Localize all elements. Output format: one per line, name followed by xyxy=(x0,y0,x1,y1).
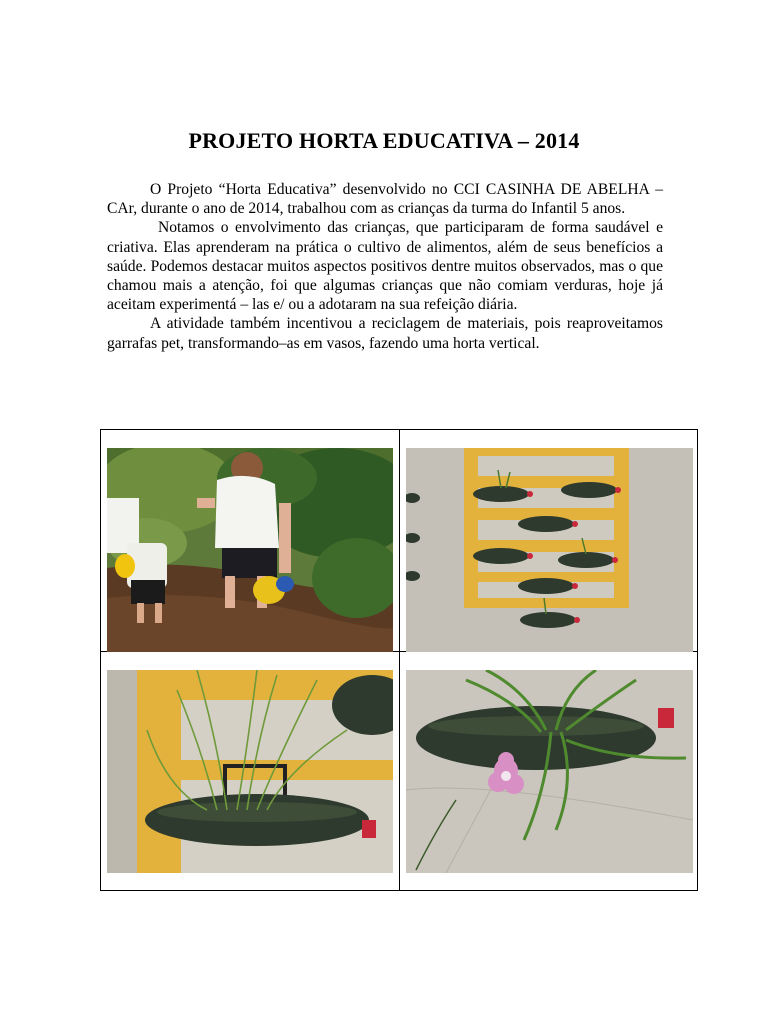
photo-table xyxy=(100,429,698,891)
paragraph: A atividade também incentivou a reciclagem de materiais, pois reaproveitamos garrafas pet, transformando–as em vasos, fazendo uma horta vertical. xyxy=(107,315,663,352)
photo-vertical-garden xyxy=(406,448,693,652)
paragraph: O Projeto “Horta Educativa” desenvolvido no CCI CASINHA DE ABELHA – CAr, durante o ano de 2014, trabalhou com as crianças da turma do Infantil 5 anos. xyxy=(107,181,663,218)
photo-bottle-flower xyxy=(406,670,693,873)
body-text xyxy=(107,180,663,353)
table-divider-vertical xyxy=(399,430,400,890)
photo-children-watering xyxy=(107,448,393,652)
paragraph: Notamos o envolvimento das crianças, que participaram de forma saudável e criativa. Elas aprenderam na prática o cultivo de alimentos, além de seus benefícios a saúde. Podemos destacar muitos aspectos positivos dentre muitos observados, mas o que chamou mais a atenção, foi que algumas crianças que não comiam verduras, hoje já aceitam experimentá – las e/ ou a adotaram na sua refeição diária. xyxy=(107,219,663,314)
photo-bottle-planter xyxy=(107,670,393,873)
page-title: PROJETO HORTA EDUCATIVA – 2014 xyxy=(188,128,580,153)
